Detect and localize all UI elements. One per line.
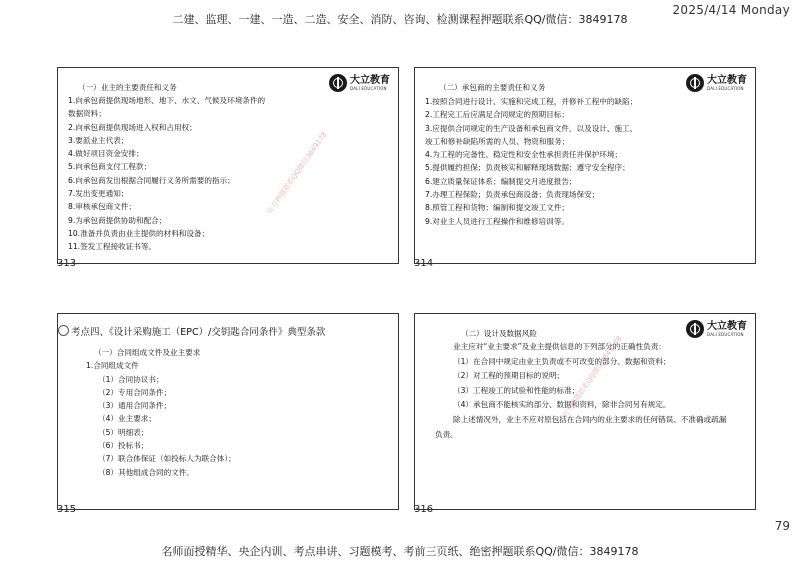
list-item: 5.向承包商支付工程款； [68, 162, 152, 172]
slide-314 [414, 67, 756, 264]
list-item: （7）联合体保证（如投标人为联合体）； [98, 454, 236, 464]
heading-text: 考点四、《设计采购施工（EPC）/交钥匙合同条件》典型条款 [71, 327, 326, 338]
slide-heading [58, 324, 325, 338]
list-item: 5.提供履约担保；负责核实和解释现场数据；遵守安全程序； [425, 163, 630, 173]
logo-icon [329, 74, 347, 92]
header-banner: 二建、监理、一建、一造、二造、安全、消防、咨询、检测课程押题联系QQ/微信：3849178 [172, 13, 628, 26]
list-item: （3）工程竣工的试验和性能的标准； [453, 385, 580, 395]
header-date: 2025/4/14 Monday [672, 3, 790, 17]
slide-316 [414, 313, 756, 510]
list-item: 数据资料； [68, 109, 106, 119]
footer-banner: 名师面授精华、央企内训、考点串讲、习题模考、考前三页纸、绝密押题联系QQ/微信：3849178 [161, 545, 639, 558]
list-item: （3）通用合同条件； [98, 401, 172, 411]
list-item: （6）投标书； [98, 441, 149, 451]
list-item: （5）明细表； [98, 427, 149, 437]
list-item: 8.照管工程和货物；编制和提交竣工文件； [425, 203, 569, 213]
slide-subtitle: （一）合同组成文件及业主要求 [94, 348, 201, 357]
logo-name: 大立教育 [350, 74, 390, 86]
list-item: （8）其他组成合同的文件。 [98, 467, 194, 477]
slide-title: （二）设计及数据风险 [461, 329, 537, 338]
slide-title: （二）承包商的主要责任和义务 [439, 83, 546, 92]
paragraph: 除上述情况外，业主不应对原包括在合同内的业主要求的任何错误、不准确或疏漏负责。 [435, 414, 727, 439]
list-item: （2）专用合同条件； [98, 387, 172, 397]
slide-315 [57, 313, 399, 510]
slide-title: （一）业主的主要责任和义务 [78, 83, 177, 92]
watermark: 官方押题联系QQ微信3849178 [560, 334, 624, 420]
list-item: （1）合同协议书； [98, 374, 164, 384]
list-lead: 1.合同组成文件 [86, 361, 139, 371]
list-item: 8.审核承包商文件； [68, 202, 136, 212]
list-item: 6.建立质量保证体系；编制提交月进度报告； [425, 176, 577, 186]
list-item: 2.向承包商提供现场进入权和占用权； [68, 122, 197, 132]
list-item: 6.向承包商发出根据合同履行义务所需要的指示； [68, 175, 235, 185]
list-item: 4.做好项目资金安排； [68, 149, 144, 159]
list-item: 1.按照合同进行设计、实施和完成工程，并修补工程中的缺陷； [425, 97, 638, 106]
paragraph: 业主应对“业主要求”及业主提供信息的下列部分的正确性负责： [453, 342, 666, 351]
list-item: 竣工和修补缺陷所需的人员、物资和服务； [425, 136, 570, 146]
list-item: 3.要派业主代表； [68, 135, 129, 145]
slide-number: 316 [414, 504, 434, 515]
logo-english: DALI EDUCATION [707, 85, 744, 91]
list-item: 2.工程完工后应满足合同规定的预期目标； [425, 110, 569, 120]
list-item: （4）承包商不能核实的部分、数据和资料，除非合同另有规定。 [453, 400, 671, 410]
slide-body [86, 346, 388, 479]
list-item: （1）在合同中规定由业主负责或不可改变的部分、数据和资料； [453, 356, 671, 366]
slide-number: 313 [57, 258, 77, 269]
logo-english: DALI EDUCATION [707, 331, 744, 337]
list-item: 4.为工程的完备性、稳定性和安全性承担责任并保护环境； [425, 150, 623, 160]
logo [686, 320, 747, 338]
logo-icon [686, 74, 704, 92]
slide-313 [57, 67, 399, 264]
list-item: 11.签发工程接收证书等。 [68, 242, 157, 252]
list-item: 3.应提供合同规定的生产设备和承包商文件，以及设计、施工、 [425, 123, 638, 133]
list-item: （4）业主要求； [98, 414, 156, 424]
slide-number: 315 [57, 504, 77, 515]
logo-english: DALI EDUCATION [350, 85, 387, 91]
page-number: 79 [774, 519, 790, 533]
list-item: 1.向承包商提供现场地形、地下、水文、气候及环境条件的 [68, 96, 266, 105]
logo [686, 74, 747, 92]
watermark: 官方押题联系QQ微信3849178 [265, 130, 329, 216]
circle-icon [58, 325, 69, 336]
list-item: 7.办理工程保险；负责承包商设备；负责现场保安； [425, 190, 600, 200]
list-item: 10.准备并负责由业主提供的材料和设备； [68, 228, 210, 238]
list-item: 7.发出变更通知； [68, 189, 129, 199]
slide-body [68, 94, 388, 254]
logo-name: 大立教育 [707, 320, 747, 332]
list-item: 9.为承包商提供协助和配合； [68, 215, 167, 225]
list-item: （2）对工程的预期目标的说明； [453, 371, 565, 381]
list-item: 9.对业主人员进行工程操作和维修培训等。 [425, 216, 569, 226]
logo [329, 74, 390, 92]
logo-icon [686, 320, 704, 338]
logo-name: 大立教育 [707, 74, 747, 86]
slide-number: 314 [414, 258, 434, 269]
slide-body [425, 95, 745, 228]
